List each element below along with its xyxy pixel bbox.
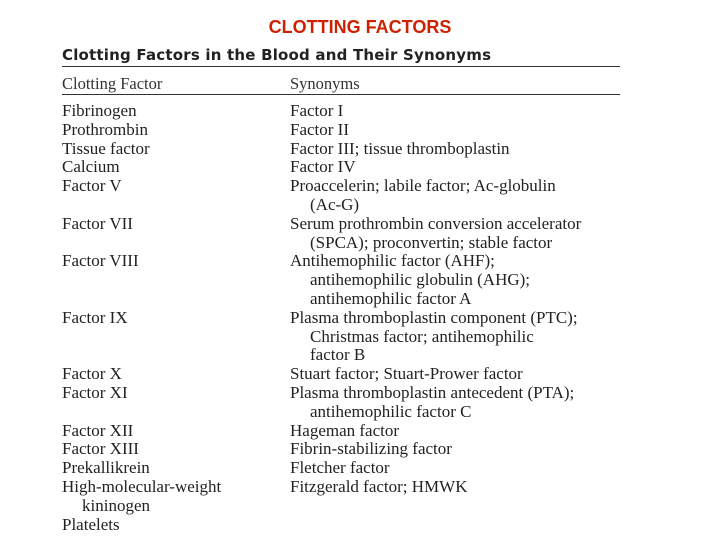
table-row (62, 215, 622, 253)
factor-cell (62, 158, 290, 177)
synonyms-cell (290, 440, 622, 459)
synonyms-cell (290, 459, 622, 478)
factor-cell (62, 102, 290, 121)
factor-name: kininogen (82, 495, 150, 515)
synonym-line: Plasma thromboplastin antecedent (PTA); (290, 382, 575, 402)
factor-name: Calcium (62, 157, 120, 177)
table-row (62, 177, 622, 215)
synonym-line: Plasma thromboplastin component (PTC); (290, 307, 578, 327)
synonyms-cell (290, 102, 622, 121)
synonym-line: Hageman factor (290, 420, 400, 440)
factor-name: Factor IX (62, 307, 128, 327)
synonym-line: Christmas factor; antihemophilic (310, 326, 534, 346)
table-row (62, 422, 622, 441)
factor-name: Factor XI (62, 382, 128, 402)
synonym-line: (Ac-G) (310, 194, 360, 214)
synonym-line: Factor I (290, 101, 344, 120)
factor-cell (62, 252, 290, 308)
factor-name: Prothrombin (62, 119, 148, 139)
synonym-line: Factor IV (290, 157, 356, 177)
factor-name: Platelets (62, 514, 120, 534)
factor-cell (62, 365, 290, 384)
synonyms-cell (290, 365, 622, 384)
factor-name: Factor XIII (62, 439, 139, 459)
table-row (62, 140, 622, 159)
table-row (62, 309, 622, 365)
factor-name: High-molecular-weight (62, 476, 222, 496)
factor-name: Factor V (62, 176, 122, 196)
synonyms-cell (290, 516, 622, 535)
synonyms-cell (290, 384, 622, 422)
synonyms-cell (290, 422, 622, 441)
factor-name: Factor XII (62, 420, 134, 440)
synonyms-cell (290, 309, 622, 365)
factor-name: Prekallikrein (62, 458, 150, 478)
factor-name: Factor X (62, 364, 122, 384)
synonyms-cell (290, 478, 622, 516)
synonym-line: factor B (310, 345, 366, 365)
synonym-line: antihemophilic factor A (310, 288, 472, 308)
synonym-line: Factor II (290, 119, 350, 139)
header-clotting-factor: Clotting Factor (62, 74, 163, 93)
table-row (62, 516, 622, 535)
synonyms-cell (290, 215, 622, 253)
synonym-line: Fibrin-stabilizing factor (290, 439, 452, 459)
header-rule (62, 94, 620, 95)
table-title: Clotting Factors in the Blood and Their Synonyms (62, 46, 492, 64)
slide-title: CLOTTING FACTORS (268, 17, 452, 37)
synonym-line: Serum prothrombin conversion accelerator (290, 213, 582, 233)
factor-cell (62, 177, 290, 215)
factor-cell (62, 440, 290, 459)
factor-cell (62, 215, 290, 253)
synonym-line: Antihemophilic factor (AHF); (290, 251, 495, 271)
title-rule (62, 66, 620, 67)
synonym-line: Stuart factor; Stuart-Prower factor (290, 364, 523, 384)
header-synonyms: Synonyms (290, 74, 360, 93)
synonym-line: Factor III; tissue thromboplastin (290, 138, 510, 158)
synonym-line: Proaccelerin; labile factor; Ac-globulin (290, 176, 556, 196)
table-row (62, 459, 622, 478)
synonyms-cell (290, 252, 622, 308)
synonym-line: Fletcher factor (290, 458, 390, 478)
factor-cell (62, 121, 290, 140)
factor-cell (62, 384, 290, 422)
factor-cell (62, 459, 290, 478)
factor-cell (62, 478, 290, 516)
table-row (62, 440, 622, 459)
synonym-line: antihemophilic globulin (AHG); (310, 270, 531, 290)
factor-cell (62, 516, 290, 535)
factor-name: Factor VII (62, 213, 133, 233)
factor-name: Fibrinogen (62, 101, 137, 120)
synonym-line: antihemophilic factor C (310, 401, 472, 421)
synonyms-cell (290, 158, 622, 177)
synonyms-cell (290, 121, 622, 140)
table-row (62, 252, 622, 308)
table-row (62, 158, 622, 177)
synonyms-cell (290, 177, 622, 215)
synonym-line: Fitzgerald factor; HMWK (290, 476, 468, 496)
factor-cell (62, 309, 290, 365)
factor-name: Tissue factor (62, 138, 150, 158)
synonyms-cell (290, 140, 622, 159)
factor-cell (62, 140, 290, 159)
factor-name: Factor VIII (62, 251, 139, 271)
factor-cell (62, 422, 290, 441)
factor-table (62, 102, 622, 534)
table-row (62, 121, 622, 140)
table-row (62, 102, 622, 121)
table-row (62, 384, 622, 422)
synonym-line: (SPCA); proconvertin; stable factor (310, 232, 553, 252)
table-row (62, 478, 622, 516)
table-row (62, 365, 622, 384)
